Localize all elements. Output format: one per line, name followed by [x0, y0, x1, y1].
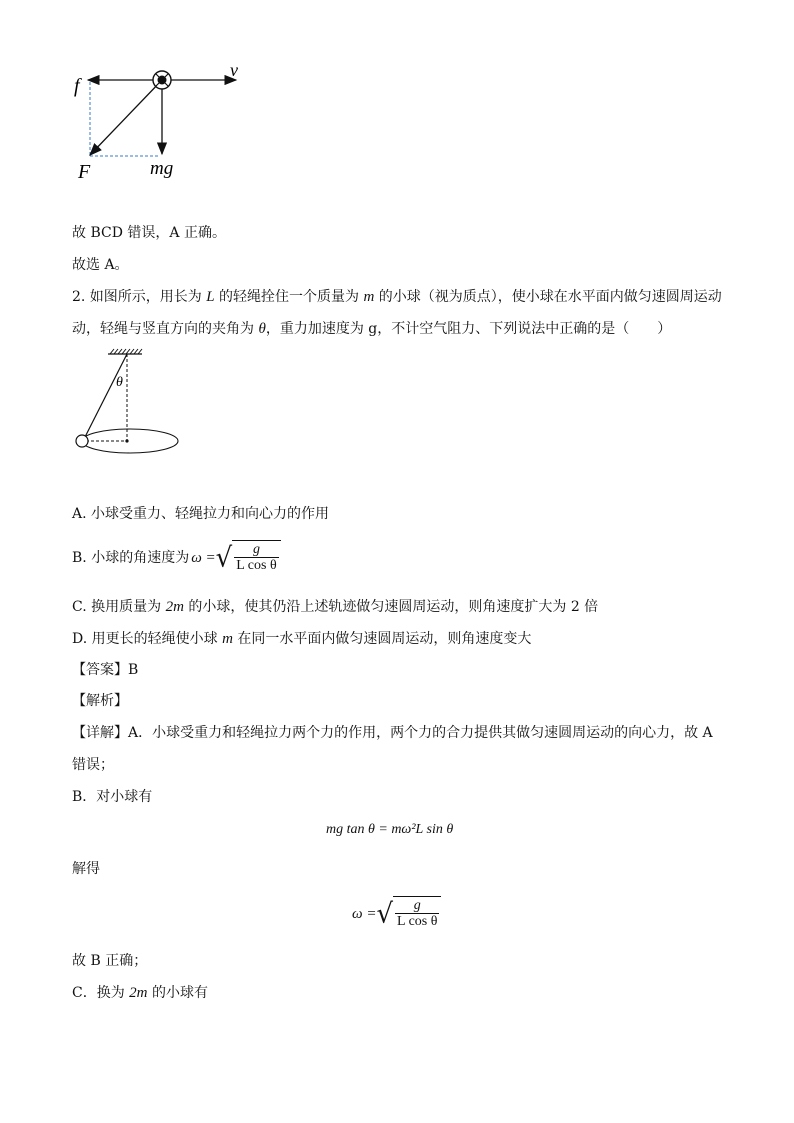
string — [84, 354, 127, 439]
sqrt-expression: √ $\frac{g}{\text{L cos θ}}$ — [216, 540, 281, 576]
detail-c: C．换为 2m 的小球有 — [72, 985, 208, 1001]
ceiling-hatch — [110, 349, 142, 354]
ball — [76, 435, 88, 447]
equation-omega: ω = √ $\frac{g}{\text{L cos θ}}$ — [352, 892, 441, 936]
ball-icon — [153, 71, 171, 89]
option-b: B. 小球的角速度为 ω = √ $\frac{g}{\text{L cos θ}}$ — [72, 536, 281, 580]
label-F: F — [78, 161, 91, 183]
detail-line-1: 【详解】A．小球受重力和轻绳拉力两个力的作用，两个力的合力提供其做匀速圆周运动的向心力，故 A — [72, 725, 713, 741]
conical-pendulum-diagram — [72, 346, 182, 456]
answer-line: 【答案】B — [72, 662, 139, 678]
force-diagram — [70, 58, 270, 188]
option-c: C. 换用质量为 2m 的小球，使其仍沿上述轨迹做匀速圆周运动，则角速度扩大为 2 倍 — [72, 599, 599, 615]
resultant-arrow — [90, 80, 162, 155]
label-v: v — [230, 60, 238, 80]
theta-label: θ — [116, 375, 123, 390]
solve-line: 解得 — [72, 861, 100, 877]
correct-b-line: 故 B 正确； — [72, 953, 148, 969]
option-d: D. 用更长的轻绳使小球 m 在同一水平面内做匀速圆周运动，则角速度变大 — [72, 631, 532, 647]
choice-line: 故选 A。 — [72, 257, 129, 273]
detail-b: B．对小球有 — [72, 789, 153, 805]
question-2-line-2: 动，轻绳与竖直方向的夹角为 θ，重力加速度为 g，不计空气阻力、下列说法中正确的是（ ） — [72, 321, 672, 337]
detail-line-2: 错误； — [72, 757, 114, 773]
question-2-line-1: 2. 如图所示，用长为 L 的轻绳拴住一个质量为 m 的小球（视为质点），使小球在水平面内做匀速圆周运动 — [72, 289, 722, 305]
conclusion-line: 故 BCD 错误，A 正确。 — [72, 225, 226, 241]
option-a: A. 小球受重力、轻绳拉力和向心力的作用 — [72, 506, 330, 522]
analysis-heading: 【解析】 — [72, 693, 128, 709]
equation-force-balance: mg tan θ = mω²L sin θ — [326, 822, 454, 837]
label-f: f — [74, 75, 80, 97]
label-mg: mg — [150, 158, 174, 179]
center-dot — [125, 439, 128, 442]
